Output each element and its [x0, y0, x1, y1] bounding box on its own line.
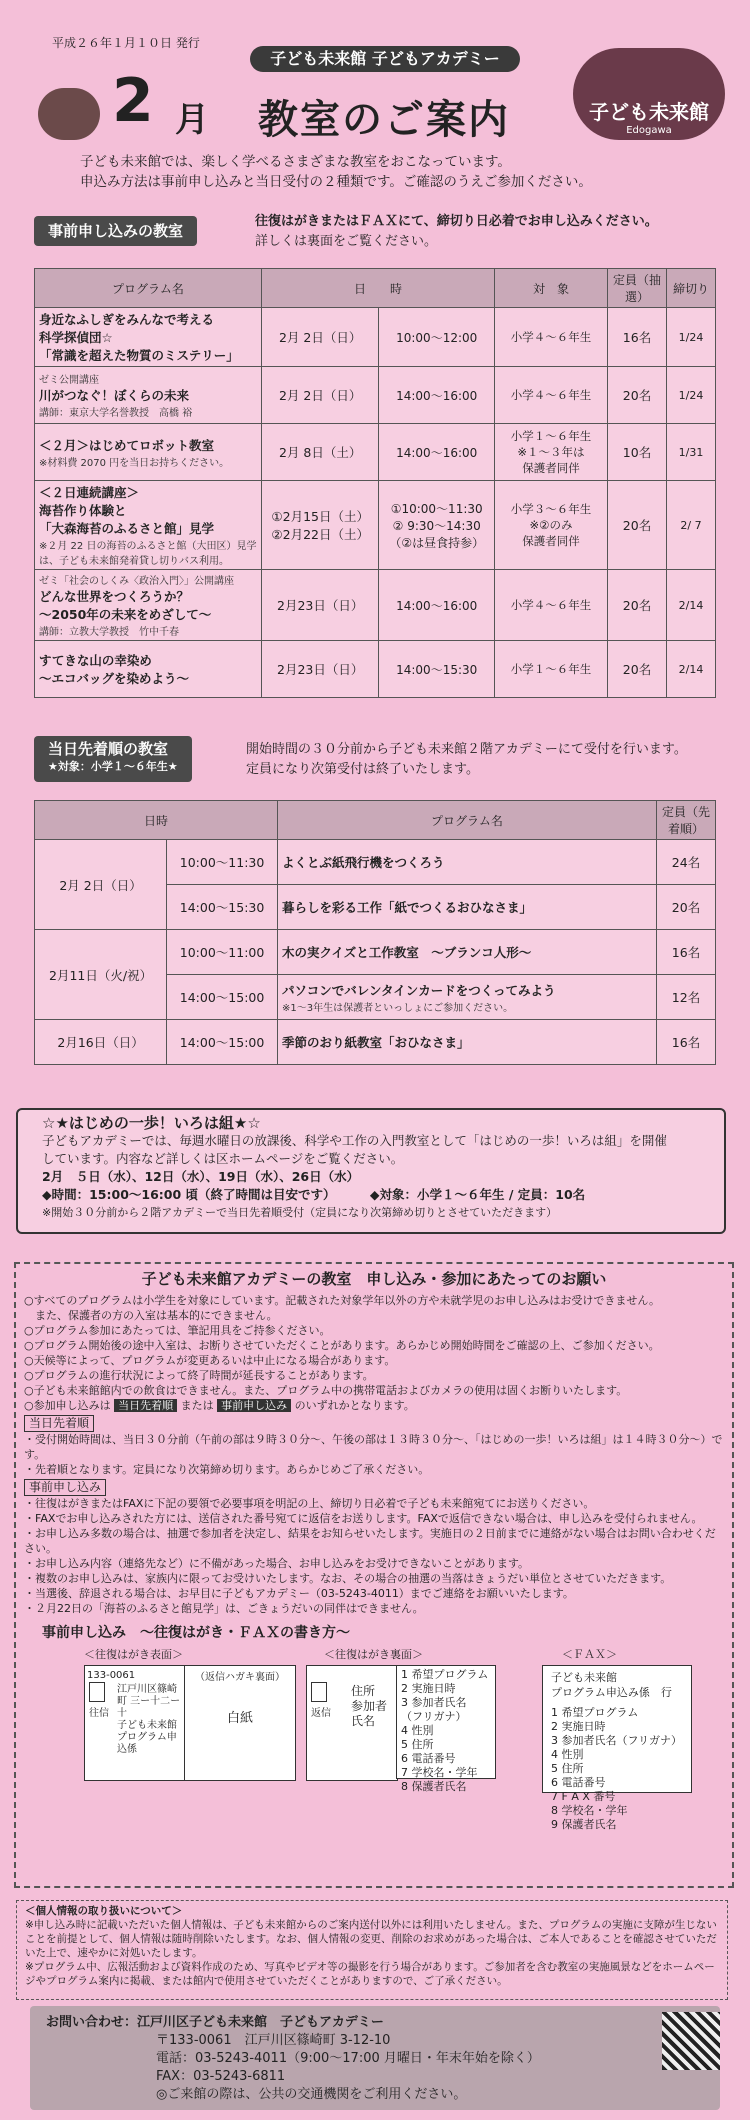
sameday-capacity-cell: 16名	[657, 1020, 716, 1065]
program-cell	[35, 641, 262, 698]
deadline-cell: 2/14	[667, 641, 716, 698]
intro-line-2: 申込み方法は事前申し込みと当日受付の２種類です。ご確認のうえご参加ください。	[80, 174, 592, 190]
sameday-date-cell: 2月 2日（日）	[35, 840, 167, 930]
th-target: 対 象	[495, 269, 608, 308]
privacy-text: ※申し込み時に記載いただいた個人情報は、子ども未来館からのご案内送付以外には利用いたしません。また、プログラムの実施に支障が生じないことを前提として、個人情報は随時削除いたします。なお、個人情報の変更、削除のお求めがあった場合は、ご本人であることを確認させていただいた上で、速やかに対処いたします。	[25, 1919, 717, 1959]
sameday-note-2: 定員になり次第受付は終了いたします。	[246, 762, 479, 777]
sameday-target-text: ★対象：小学１～６年生★	[48, 760, 178, 773]
sameday-program-name: 季節のおり紙教室「おひなさま」	[282, 1035, 470, 1050]
page-title: 教室のご案内	[258, 97, 510, 143]
program-title: どんな世界をつくろうか？ ～2050年の未来をめざして～	[39, 589, 212, 622]
notice-item: ・往復はがきまたはFAXに下記の要領で必要事項を明記の上、締切り日必着で子ども未来館宛てにお送りください。	[24, 1497, 595, 1510]
method-pre: ○参加申し込みは	[24, 1399, 111, 1412]
notice-box	[14, 1262, 734, 1888]
back-list	[401, 1668, 491, 1794]
front-return-tag: 往信	[89, 1708, 109, 1719]
footer-fax: FAX：03-5243-6811	[156, 2069, 286, 2084]
iroha-dates: 2月 ５日（水）、12日（水）、19日（水）、26日（水）	[42, 1169, 360, 1184]
advance-note-2: 詳しくは裏面をご覧ください。	[255, 234, 438, 249]
privacy-box	[16, 1900, 728, 2000]
sameday-time-cell: 10:00～11:30	[167, 840, 278, 885]
iroha-box	[16, 1108, 726, 1234]
card-front-reply	[184, 1665, 296, 1781]
footer-contact	[30, 2006, 720, 2110]
notice-item: ・複数のお申し込みは、家族内に限ってお受けいたします。なお、その場合の抽選の当落はきょうだい単位とさせていただきます。	[24, 1572, 672, 1585]
sameday-subhead: 当日先着順	[24, 1415, 94, 1432]
back-list-item: 2 実施日時	[401, 1682, 456, 1695]
advance-note	[255, 212, 658, 252]
program-pre: ゼミ「社会のしくみ〈政治入門〉」公開講座	[39, 576, 234, 587]
notice-item: ○すべてのプログラムは小学生を対象にしています。記載された対象学年以外の方や未就学児のお申し込みはお受けできません。	[24, 1294, 661, 1307]
notice-sameday-list	[24, 1432, 724, 1477]
card-back-reply	[396, 1665, 496, 1793]
fax-list-item: 5 住所	[551, 1762, 584, 1775]
back-list-item: 4 性別	[401, 1724, 434, 1737]
th-capacity: 定員（抽選）	[608, 269, 667, 308]
program-title: ＜２日連続講座＞ 海苔作り体験と 「大森海苔のふるさと館」見学	[39, 485, 215, 536]
program-cell	[35, 308, 262, 367]
target-cell: 小学３～６年生 ※②のみ 保護者同伴	[495, 481, 608, 570]
notice-title: 子ども未来館アカデミーの教室 申し込み・参加にあたってのお願い	[141, 1270, 607, 1288]
time-cell: 14:00～16:00	[379, 367, 495, 424]
advance-note-1: 往復はがきまたはＦＡＸにて、締切り日必着でお申し込みください。	[255, 214, 658, 229]
method-mid: または	[180, 1399, 214, 1412]
sameday-program-name: 木の実クイズと工作教室 ～ブランコ人形～	[282, 945, 532, 960]
capacity-cell: 20名	[608, 641, 667, 698]
capacity-cell: 20名	[608, 570, 667, 641]
card-back-label: ＜往復はがき裏面＞	[324, 1648, 423, 1661]
sameday-section-label	[34, 736, 192, 782]
time-cell: 14:00～16:00	[379, 424, 495, 481]
target-cell: 小学４～６年生	[495, 570, 608, 641]
fax-list-item: 8 学校名・学年	[551, 1804, 628, 1817]
notice-general-list	[24, 1293, 724, 1398]
method-sameday-tag: 当日先着順	[114, 1399, 177, 1412]
iroha-title: ☆★はじめの一歩！いろは組★☆	[42, 1114, 261, 1132]
program-sub: 講師：東京大学名誉教授 高橋 裕	[39, 408, 193, 419]
table-row	[35, 840, 716, 885]
sameday-program-name: パソコンでバレンタインカードをつくってみよう	[282, 982, 556, 998]
advance-subhead: 事前申し込み	[24, 1479, 106, 1496]
time-cell: 14:00～15:30	[379, 641, 495, 698]
sameday-program-cell	[278, 840, 657, 885]
date-cell: 2月 2日（日）	[262, 367, 379, 424]
deadline-cell: 1/24	[667, 367, 716, 424]
table-row	[35, 424, 716, 481]
intro-line-1: 子ども未来館では、楽しく学べるさまざまな教室をおこなっています。	[80, 154, 511, 170]
sameday-note	[246, 740, 687, 780]
table-row	[35, 1020, 716, 1065]
sameday-capacity-cell: 24名	[657, 840, 716, 885]
method-line	[24, 1398, 724, 1413]
method-advance-tag: 事前申し込み	[217, 1399, 291, 1412]
back-list-item: 1 希望プログラム	[401, 1668, 489, 1681]
target-cell: 小学１～６年生 ※１～３年は 保護者同伴	[495, 424, 608, 481]
back-list-item: 6 電話番号	[401, 1752, 456, 1765]
notice-item: ・当選後、辞退される場合は、お早目に子どもアカデミー（03-5243-4011）までご連絡をお願いいたします。	[24, 1587, 574, 1600]
program-cell	[35, 367, 262, 424]
date-cell: ①2月15日（土） ②2月22日（土）	[262, 481, 379, 570]
sameday-date-cell: 2月16日（日）	[35, 1020, 167, 1065]
back-list-item: 5 住所	[401, 1738, 434, 1751]
sameday-time-cell: 14:00～15:00	[167, 1020, 278, 1065]
sameday-time-cell: 14:00～15:00	[167, 975, 278, 1020]
fax-list-item: 3 参加者氏名（フリガナ）	[551, 1734, 682, 1747]
back-list-item: 3 参加者氏名	[401, 1696, 467, 1709]
fax-list-item: 7 F A X 番号	[551, 1790, 616, 1803]
deadline-cell: 2/14	[667, 570, 716, 641]
privacy-text-2: ※プログラム中、広報活動および資料作成のため、写真やビデオ等の撮影を行う場合があります。ご参加者を含む教室の実施風景などをホームページやプログラム案内に掲載、または館内で使用させていただくことがありますので、ご了承ください。	[25, 1961, 715, 1987]
notice-item: また、保護者の方の入室は基本的にできません。	[24, 1309, 278, 1322]
notice-item: ○天候等によって、プログラムが変更あるいは中止になる場合があります。	[24, 1354, 396, 1367]
th-deadline: 締切り	[667, 269, 716, 308]
table-row	[35, 481, 716, 570]
program-title: 川がつなぐ！ぼくらの未来	[39, 388, 190, 403]
card-back-send	[306, 1665, 398, 1781]
program-pre: ゼミ公開講座	[39, 375, 99, 386]
logo-subtext: Edogawa	[626, 125, 672, 136]
sameday-table-header	[35, 801, 716, 840]
notice-item: ・お申し込み内容（連絡先など）に不備があった場合、お申し込みをお受けできないことがあります。	[24, 1557, 530, 1570]
target-cell: 小学４～６年生	[495, 367, 608, 424]
program-sub: ※２月 22 日の海苔のふるさと館（大田区）見学は、子ども未来館発着貸し切りバス利用。	[39, 541, 257, 567]
program-title: 身近なふしぎをみんなで考える 科学探偵団☆ 「常識を超えた物質のミステリー」	[39, 312, 239, 363]
table-row	[35, 308, 716, 367]
sameday-time-cell: 10:00～11:00	[167, 930, 278, 975]
fax-list	[551, 1706, 683, 1832]
advance-section-label: 事前申し込みの教室	[34, 216, 197, 246]
fax-list-item: 6 電話番号	[551, 1776, 606, 1789]
program-title: すてきな山の幸染め ～エコバッグを染めよう～	[39, 653, 190, 686]
sameday-program-cell	[278, 1020, 657, 1065]
notice-item: ○プログラムの進行状況によって終了時間が延長することがあります。	[24, 1369, 374, 1382]
iroha-body-2: しています。内容など詳しくは区ホームページをご覧ください。	[42, 1151, 404, 1166]
intro-text	[80, 152, 592, 192]
program-sub: 講師：立教大学教授 竹中千春	[39, 627, 179, 638]
sameday-capacity-cell: 16名	[657, 930, 716, 975]
fax-list-item: 1 希望プログラム	[551, 1706, 639, 1719]
footer-contact-label: お問い合わせ：江戸川区子ども未来館 子どもアカデミー	[46, 2015, 384, 2030]
fax-list-item: 4 性別	[551, 1748, 584, 1761]
sameday-program-name: よくとぶ紙飛行機をつくろう	[282, 855, 445, 870]
back-list-item: 8 保護者氏名	[401, 1780, 467, 1793]
front-blank: 白紙	[226, 1711, 253, 1726]
sameday-table	[34, 800, 716, 1065]
notice-item: ・２月22日の「海苔のふるさと館見学」は、ごきょうだいの同伴はできません。	[24, 1602, 424, 1615]
capacity-cell: 16名	[608, 308, 667, 367]
notice-item: ・先着順となります。定員になり次第締め切ります。あらかじめご了承ください。	[24, 1463, 430, 1476]
back-list-item: （フリガナ）	[401, 1710, 467, 1723]
sameday-date-cell: 2月11日（火/祝）	[35, 930, 167, 1020]
oni-mascot-icon	[38, 88, 100, 140]
program-cell	[35, 424, 262, 481]
advance-table-header	[35, 269, 716, 308]
month-unit: 月	[175, 100, 209, 140]
card-front-label: ＜往復はがき表面＞	[84, 1648, 183, 1661]
program-cell	[35, 570, 262, 641]
deadline-cell: 1/31	[667, 424, 716, 481]
logo-text: 子ども未来館	[589, 100, 709, 124]
sameday-program-cell	[278, 930, 657, 975]
notice-item: ・FAXでお申し込みされた方には、送信された番号宛てに返信をお送りします。FAXで返信できない場合は、申し込みを受付られません。	[24, 1512, 703, 1525]
museum-logo	[573, 48, 725, 140]
sameday-program-cell	[278, 885, 657, 930]
target-cell: 小学４～６年生	[495, 308, 608, 367]
program-cell	[35, 481, 262, 570]
table-row	[35, 930, 716, 975]
fax-head-2: プログラム申込み係 行	[551, 1686, 672, 1699]
footer-phone: 電話：03-5243-4011（9:00～17:00 月曜日・年末年始を除く）	[156, 2051, 540, 2066]
footer-address: 〒133-0061 江戸川区篠崎町 3-12-10	[156, 2033, 391, 2048]
table-row	[35, 570, 716, 641]
sameday-program-name: 暮らしを彩る工作「紙でつくるおひなさま」	[282, 900, 533, 915]
date-cell: 2月 2日（日）	[262, 308, 379, 367]
back-list-item: 7 学校名・学年	[401, 1766, 478, 1779]
sameday-program-cell	[278, 975, 657, 1020]
th-program: プログラム名	[35, 269, 262, 308]
th-datetime: 日 時	[262, 269, 495, 308]
th-sameday-program: プログラム名	[278, 801, 657, 840]
target-cell: 小学１～６年生	[495, 641, 608, 698]
month-number: 2	[112, 66, 154, 136]
table-row	[35, 641, 716, 698]
deadline-cell: 2/ 7	[667, 481, 716, 570]
program-sub: ※材料費 2070 円を当日お持ちください。	[39, 457, 230, 469]
notice-item: ○プログラム参加にあたっては、筆記用具をご持参ください。	[24, 1324, 331, 1337]
method-post: のいずれかとなります。	[294, 1399, 415, 1412]
fax-list-item: 9 保護者氏名	[551, 1818, 617, 1831]
card-front-send	[84, 1665, 186, 1781]
iroha-time: ◆時間：15:00～16:00 頃（終了時間は目安です）	[42, 1187, 336, 1202]
back-return-tag: 返信	[311, 1708, 331, 1719]
notice-item: ・受付開始時間は、当日３０分前（午前の部は９時３０分～、午後の部は１３時３０分～、「はじめの一歩！いろは組」は１４時３０分～）です。	[24, 1433, 723, 1461]
time-cell: ①10:00～11:30 ② 9:30～14:30 （②は昼食持参）	[379, 481, 495, 570]
table-row	[35, 367, 716, 424]
sameday-label-text: 当日先着順の教室	[48, 740, 169, 758]
sameday-capacity-cell: 20名	[657, 885, 716, 930]
iroha-target: ◆対象：小学１～６年生 / 定員：10名	[369, 1187, 586, 1202]
deadline-cell: 1/24	[667, 308, 716, 367]
sameday-time-cell: 14:00～15:30	[167, 885, 278, 930]
program-title: ＜２月＞はじめてロボット教室	[39, 437, 215, 453]
iroha-note: ※開始３０分前から２階アカデミーで当日先着順受付（定員になり次第締め切りとさせていただきます）	[42, 1206, 558, 1219]
sameday-program-note: ※1～3年生は保護者といっしょにご参加ください。	[282, 1002, 514, 1014]
iroha-body-1: 子どもアカデミーでは、毎週水曜日の放課後、科学や工作の入門教室として「はじめの一歩！いろは組」を開催	[42, 1133, 667, 1148]
issue-date: 平成２６年１月１０日 発行	[52, 36, 200, 50]
time-cell: 10:00～12:00	[379, 308, 495, 367]
fax-sheet	[542, 1665, 692, 1831]
sameday-note-1: 開始時間の３０分前から子ども未来館２階アカデミーにて受付を行います。	[246, 742, 687, 757]
date-cell: 2月23日（日）	[262, 641, 379, 698]
notice-item: ○子ども未来館館内での飲食はできません。また、プログラム中の携帯電話およびカメラの使用は固くお断りいたします。	[24, 1384, 628, 1397]
front-blank-head: （返信ハガキ裏面）	[195, 1672, 285, 1683]
fax-list-item: 2 実施日時	[551, 1720, 606, 1733]
capacity-cell: 20名	[608, 481, 667, 570]
qr-code-icon[interactable]	[662, 2012, 720, 2070]
time-cell: 14:00～16:00	[379, 570, 495, 641]
title-banner: 子ども未来館 子どもアカデミー	[250, 46, 520, 72]
notice-item: ・お申し込み多数の場合は、抽選で参加者を決定し、結果をお知らせいたします。実施日の２日前までに連絡がない場合はお問い合わせください。	[24, 1527, 716, 1555]
date-cell: 2月23日（日）	[262, 570, 379, 641]
back-address: 住所 参加者氏名	[351, 1684, 388, 1728]
front-address: 江戸川区篠崎町 三ー十二ー十 子ども未来館 プログラム申込係	[117, 1684, 181, 1755]
capacity-cell: 20名	[608, 367, 667, 424]
sameday-capacity-cell: 12名	[657, 975, 716, 1020]
privacy-title: ＜個人情報の取り扱いについて＞	[25, 1905, 183, 1917]
fax-label: ＜ＦＡＸ＞	[562, 1648, 617, 1661]
advance-table	[34, 268, 716, 698]
front-postcode: 133-0061	[87, 1670, 136, 1681]
date-cell: 2月 8日（土）	[262, 424, 379, 481]
fax-head-1: 子ども未来館	[551, 1671, 617, 1684]
th-sameday-capacity: 定員（先着順）	[657, 801, 716, 840]
howto-title: 事前申し込み ～往復はがき・ＦＡＸの書き方～	[42, 1625, 350, 1641]
capacity-cell: 10名	[608, 424, 667, 481]
notice-advance-list	[24, 1496, 724, 1616]
notice-item: ○プログラム開始後の途中入室は、お断りさせていただくことがあります。あらかじめ開始時間をご確認の上、ご参加ください。	[24, 1339, 660, 1352]
footer-access: ◎ご来館の際は、公共の交通機関をご利用ください。	[156, 2087, 467, 2102]
th-sameday-date: 日時	[35, 801, 278, 840]
